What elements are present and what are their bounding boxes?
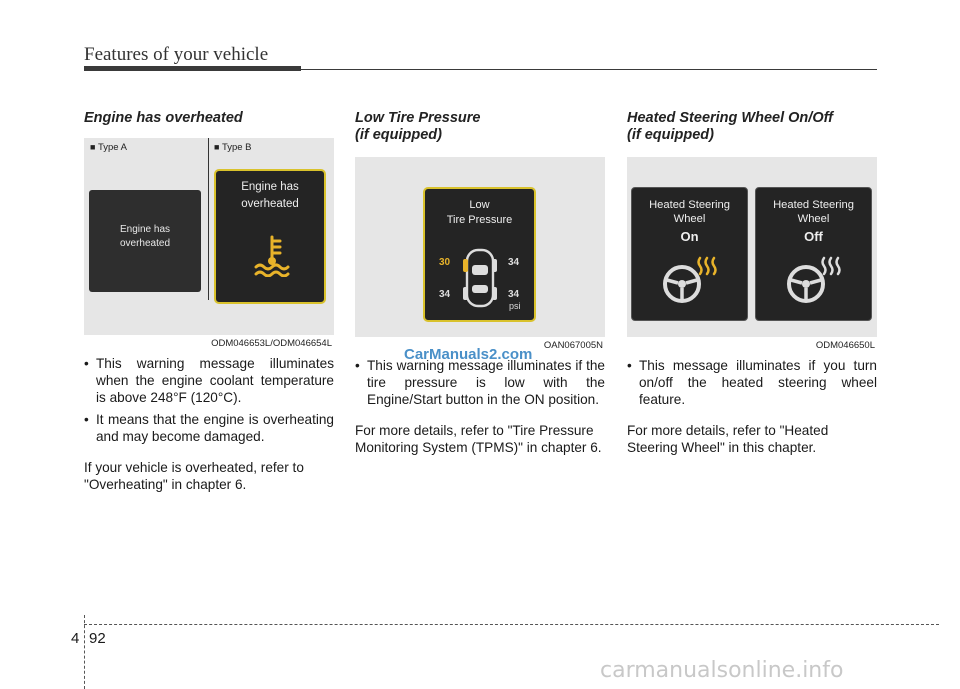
tire-rear-right-value: 34: [508, 289, 520, 300]
page-number: 92: [89, 630, 106, 647]
list-item: • This warning message illuminates if the tire pressure is low with the Engine/Start button in the ON position.: [355, 357, 605, 408]
coolant-temperature-icon: [250, 233, 294, 277]
figure-divider: [208, 138, 209, 300]
header-title: Features of your vehicle: [84, 44, 269, 65]
type-b-label: ■ Type B: [214, 142, 252, 153]
tire-front-right-value: 34: [508, 257, 520, 268]
figure-heated-steering-wheel: [627, 157, 877, 351]
tire-front-left-value: 30: [439, 257, 451, 268]
bullet-list: [627, 357, 877, 408]
figure-engine-overheated: [84, 138, 334, 349]
section-title: Low Tire Pressure (if equipped): [355, 110, 481, 143]
paragraph: For more details, refer to "Tire Pressure Monitoring System (TPMS)" in chapter 6.: [355, 423, 602, 455]
panel-type-a: Engine has overheated: [89, 190, 201, 292]
panel-heated-wheel-on: Heated Steering Wheel On: [631, 187, 748, 321]
section-heated-steering-wheel: [627, 110, 877, 456]
footer-rule: [84, 624, 939, 625]
section-title: Heated Steering Wheel On/Off (if equipped): [627, 110, 833, 143]
paragraph: For more details, refer to "Heated Steering Wheel" in this chapter.: [627, 423, 829, 455]
list-item: • This warning message illuminates when the engine coolant temperature is above 248°F (120°C).: [84, 355, 334, 406]
footer-divider: [84, 615, 85, 689]
heated-steering-wheel-icon: [662, 254, 718, 308]
state-on: On: [680, 229, 699, 244]
tire-rear-left-value: 34: [439, 289, 451, 300]
list-item: • This message illuminates if you turn on/off the heated steering wheel feature.: [627, 357, 877, 408]
state-off: Off: [804, 229, 823, 244]
chapter-number: 4: [71, 630, 80, 647]
list-item: • It means that the engine is overheating and may become damaged.: [84, 411, 334, 445]
panel-type-b: Engine has overheated: [214, 169, 326, 304]
car-top-view-icon: [463, 247, 497, 309]
figure-code: OAN067005N: [543, 340, 603, 351]
panel-heated-wheel-off: Heated Steering Wheel Off: [755, 187, 872, 321]
header-rule: [84, 69, 877, 70]
section-low-tire-pressure: [355, 110, 605, 456]
site-watermark: carmanualsonline.info: [600, 658, 844, 683]
type-a-label: ■ Type A: [90, 142, 127, 153]
section-engine-overheated: [84, 110, 334, 493]
bullet-list: [84, 355, 334, 445]
bullet-list: [355, 357, 605, 408]
figure-low-tire-pressure: [355, 157, 605, 351]
heated-steering-wheel-icon: [786, 254, 842, 308]
paragraph: If your vehicle is overheated, refer to "Overheating" in chapter 6.: [84, 460, 304, 492]
figure-code: ODM046650L: [815, 340, 875, 351]
figure-code: ODM046653L/ODM046654L: [211, 338, 332, 349]
section-title: Engine has overheated: [84, 110, 243, 126]
panel-tpms: Low Tire Pressure 30 34 34 34 psi: [423, 187, 536, 322]
watermark-link[interactable]: CarManuals2.com: [404, 346, 533, 363]
pressure-unit: psi: [509, 301, 521, 311]
